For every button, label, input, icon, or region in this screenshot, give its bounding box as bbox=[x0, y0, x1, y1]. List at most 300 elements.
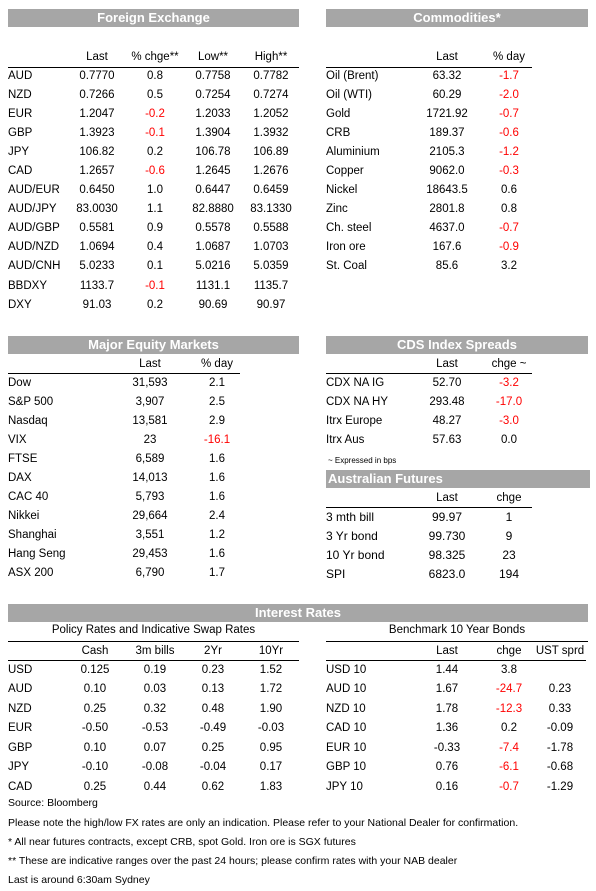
pol-cell: 0.19 bbox=[143, 663, 167, 676]
bond-row bbox=[324, 699, 586, 719]
fx-header-rule bbox=[8, 67, 299, 68]
cds-cell: -3.0 bbox=[499, 414, 519, 427]
bonds-subtitle: Benchmark 10 Year Bonds bbox=[388, 624, 526, 636]
fx-column-header: Low** bbox=[197, 50, 229, 63]
fx-cell: 1.2676 bbox=[253, 165, 289, 178]
com-row bbox=[324, 200, 534, 219]
com-row bbox=[324, 142, 534, 161]
eq-column-header: Last bbox=[139, 357, 161, 370]
pol-cell: 0.32 bbox=[143, 702, 167, 715]
cds-row bbox=[324, 411, 534, 430]
fx-cell: 1131.1 bbox=[195, 279, 231, 292]
fx-row-label: JPY bbox=[8, 145, 30, 158]
com-cell: -0.7 bbox=[499, 222, 519, 235]
cds-row bbox=[324, 373, 534, 392]
cds-row bbox=[324, 392, 534, 411]
fx-cell: 106.78 bbox=[195, 145, 231, 158]
com-cell: -0.9 bbox=[499, 241, 519, 254]
com-row-label: Gold bbox=[326, 107, 351, 120]
pol-cell: 0.03 bbox=[143, 683, 167, 696]
cds-column-header: chge ~ bbox=[491, 357, 527, 370]
com-cell: 2801.8 bbox=[429, 203, 465, 216]
fx-row-label: NZD bbox=[8, 88, 32, 101]
fx-cell: 83.1330 bbox=[250, 203, 292, 216]
fx-row bbox=[6, 66, 300, 85]
bond-row bbox=[324, 738, 586, 758]
bond-row bbox=[324, 719, 586, 739]
cds-header: CDS Index Spreads bbox=[326, 336, 588, 354]
com-cell: 18643.5 bbox=[426, 184, 468, 197]
bond-cell: 0.33 bbox=[548, 702, 572, 715]
fx-cell: 0.8 bbox=[147, 69, 163, 82]
fx-cell: 1135.7 bbox=[253, 279, 289, 292]
com-cell: -0.3 bbox=[499, 165, 519, 178]
bond-column-header: chge bbox=[496, 644, 522, 657]
eq-cell: 1.6 bbox=[209, 452, 225, 465]
eq-row-label: FTSE bbox=[8, 452, 38, 465]
fx-cell: 5.0359 bbox=[253, 260, 289, 273]
eq-cell: 3,551 bbox=[135, 529, 165, 542]
pol-cell: 0.10 bbox=[83, 683, 107, 696]
policy-header-rule bbox=[8, 660, 299, 661]
bond-cell bbox=[534, 660, 586, 680]
fx-cell: 1.2052 bbox=[253, 107, 289, 120]
fx-cell: 1.2047 bbox=[79, 107, 115, 120]
pol-cell: -0.10 bbox=[81, 761, 109, 774]
com-row-label: CRB bbox=[326, 126, 351, 139]
bond-row-label: NZD 10 bbox=[326, 702, 366, 715]
pol-column-header: 2Yr bbox=[204, 644, 222, 657]
fx-cell: 1.0694 bbox=[79, 241, 115, 254]
fx-cell: -0.1 bbox=[145, 126, 165, 139]
fut-cell: 9 bbox=[505, 528, 513, 543]
fx-cell: 0.7274 bbox=[253, 88, 289, 101]
cds-row-label: CDX NA HY bbox=[326, 395, 388, 408]
fut-cell: 98.325 bbox=[428, 547, 466, 562]
cds-cell: 57.63 bbox=[432, 433, 462, 446]
cds-cell: 0.0 bbox=[501, 433, 517, 446]
bond-row bbox=[324, 680, 586, 700]
equity-header: Major Equity Markets bbox=[8, 336, 299, 354]
pol-cell: 1.90 bbox=[259, 702, 283, 715]
com-row bbox=[324, 66, 534, 85]
com-column-header: % day bbox=[493, 50, 525, 63]
pol-cell: -0.50 bbox=[81, 722, 109, 735]
cds-row bbox=[324, 430, 534, 449]
com-row-label: Aluminium bbox=[326, 145, 380, 158]
eq-cell: 1.6 bbox=[209, 548, 225, 561]
eq-row bbox=[6, 392, 242, 411]
fx-cell: -0.1 bbox=[145, 279, 165, 292]
cds-cell: -3.2 bbox=[499, 376, 519, 389]
pol-row bbox=[6, 777, 300, 797]
eq-row-label: Dow bbox=[8, 376, 32, 389]
bond-cell: -0.09 bbox=[546, 722, 574, 735]
bond-row-label: USD 10 bbox=[326, 663, 367, 676]
bond-column-header bbox=[324, 641, 410, 660]
fut-row-label: 10 Yr bond bbox=[326, 547, 385, 562]
fx-cell: 0.9 bbox=[147, 222, 163, 235]
eq-cell: 31,593 bbox=[132, 376, 168, 389]
fut-row-label: 3 mth bill bbox=[326, 509, 375, 524]
fx-cell: 5.0216 bbox=[195, 260, 231, 273]
fut-column-header: Last bbox=[436, 491, 458, 504]
commodities-table bbox=[324, 47, 534, 276]
bond-cell: 1.78 bbox=[435, 702, 459, 715]
bond-cell: 1.44 bbox=[435, 663, 459, 676]
cds-column-header bbox=[324, 354, 410, 373]
fx-cell: 82.8880 bbox=[192, 203, 234, 216]
bond-cell: -0.33 bbox=[433, 741, 461, 754]
bond-column-header: Last bbox=[436, 644, 458, 657]
equity-header-rule bbox=[8, 373, 240, 374]
com-column-header: Last bbox=[436, 50, 458, 63]
pol-row bbox=[6, 699, 300, 719]
fx-row-label: AUD bbox=[8, 69, 33, 82]
eq-row-label: Nasdaq bbox=[8, 414, 48, 427]
pol-column-header: 3m bills bbox=[135, 644, 175, 657]
pol-row bbox=[6, 660, 300, 680]
fx-row bbox=[6, 219, 300, 238]
fx-cell: 0.7770 bbox=[79, 69, 115, 82]
bond-row-label: AUD 10 bbox=[326, 683, 367, 696]
fx-cell: 83.0030 bbox=[76, 203, 118, 216]
cds-row-label: Itrx Europe bbox=[326, 414, 383, 427]
com-row bbox=[324, 219, 534, 238]
eq-row-label: VIX bbox=[8, 433, 27, 446]
pol-row-label: JPY bbox=[8, 761, 30, 774]
eq-row bbox=[6, 545, 242, 564]
fx-cell: 0.7758 bbox=[195, 69, 231, 82]
bonds-header-rule bbox=[326, 660, 586, 661]
fx-row-label: AUD/CNH bbox=[8, 260, 61, 273]
com-cell: 2105.3 bbox=[429, 145, 465, 158]
fx-row-label: GBP bbox=[8, 126, 33, 139]
eq-row-label: Nikkei bbox=[8, 510, 40, 523]
eq-cell: 29,453 bbox=[132, 548, 168, 561]
com-row-label: Zinc bbox=[326, 203, 348, 216]
equity-table bbox=[6, 354, 242, 583]
eq-cell: 3,907 bbox=[135, 395, 165, 408]
pol-row bbox=[6, 680, 300, 700]
pol-row bbox=[6, 758, 300, 778]
cds-footnote: ~ Expressed in bps bbox=[328, 456, 397, 465]
com-row bbox=[324, 181, 534, 200]
commodities-header-rule bbox=[326, 67, 532, 68]
fx-cell: 90.69 bbox=[198, 298, 228, 311]
fx-row bbox=[6, 295, 300, 314]
fx-cell: 0.6450 bbox=[79, 184, 115, 197]
cds-row-label: CDX NA IG bbox=[326, 376, 385, 389]
eq-cell: 29,664 bbox=[132, 510, 168, 523]
bond-cell: -1.78 bbox=[546, 741, 574, 754]
eq-cell: -16.1 bbox=[203, 433, 231, 446]
note-fx-disclaimer: Please note the high/low FX rates are only an indication. Please refer to your National Dealer for confirmation. bbox=[8, 817, 519, 829]
fx-row bbox=[6, 181, 300, 200]
com-row bbox=[324, 161, 534, 180]
eq-row-label: Hang Seng bbox=[8, 548, 66, 561]
fx-row bbox=[6, 238, 300, 257]
futures-header: Australian Futures bbox=[326, 470, 590, 488]
pol-cell: 1.83 bbox=[259, 780, 283, 793]
pol-cell: 0.48 bbox=[201, 702, 225, 715]
com-cell: 0.8 bbox=[501, 203, 517, 216]
cds-table bbox=[324, 354, 534, 449]
eq-row bbox=[6, 411, 242, 430]
fx-cell: 106.82 bbox=[79, 145, 115, 158]
com-cell: 4637.0 bbox=[429, 222, 465, 235]
com-cell: -1.2 bbox=[499, 145, 519, 158]
eq-cell: 6,790 bbox=[135, 567, 165, 580]
fx-header-row bbox=[6, 47, 300, 66]
fut-row bbox=[324, 526, 534, 545]
eq-column-header bbox=[6, 354, 108, 373]
bonds-table bbox=[324, 641, 586, 797]
eq-cell: 23 bbox=[143, 433, 157, 446]
pol-row-label: NZD bbox=[8, 702, 32, 715]
fut-cell: 194 bbox=[498, 566, 520, 581]
fx-header: Foreign Exchange bbox=[8, 9, 299, 27]
fx-row bbox=[6, 104, 300, 123]
fx-column-header: High** bbox=[254, 50, 288, 63]
fx-row bbox=[6, 142, 300, 161]
eq-row-label: DAX bbox=[8, 472, 32, 485]
bond-cell: -0.68 bbox=[546, 761, 574, 774]
pol-cell: 0.44 bbox=[143, 780, 167, 793]
fx-cell: 0.1 bbox=[147, 260, 163, 273]
eq-cell: 1.2 bbox=[209, 529, 225, 542]
fx-cell: 106.89 bbox=[253, 145, 289, 158]
pol-header-row bbox=[6, 641, 300, 660]
policy-rates-table bbox=[6, 641, 300, 797]
pol-cell: 0.95 bbox=[259, 741, 283, 754]
com-cell: 85.6 bbox=[435, 260, 459, 273]
com-cell: 1721.92 bbox=[426, 107, 468, 120]
cds-row-label: Itrx Aus bbox=[326, 433, 365, 446]
fx-row-label: AUD/JPY bbox=[8, 203, 57, 216]
pol-cell: 0.25 bbox=[83, 780, 107, 793]
com-row-label: Ch. steel bbox=[326, 222, 372, 235]
fut-cell: 1 bbox=[505, 509, 513, 524]
fx-cell: 0.5 bbox=[147, 88, 163, 101]
fx-row bbox=[6, 123, 300, 142]
com-row-label: Oil (WTI) bbox=[326, 88, 372, 101]
cds-header-rule bbox=[326, 373, 532, 374]
fut-cell: 99.730 bbox=[428, 528, 466, 543]
fx-row bbox=[6, 161, 300, 180]
bond-cell: 3.8 bbox=[501, 663, 517, 676]
bond-cell: 1.36 bbox=[435, 722, 459, 735]
futures-header-rule bbox=[326, 507, 532, 508]
fx-cell: 0.5581 bbox=[79, 222, 115, 235]
fx-cell: 0.6447 bbox=[195, 184, 231, 197]
eq-row bbox=[6, 526, 242, 545]
eq-cell: 2.9 bbox=[209, 414, 225, 427]
bond-cell: 0.2 bbox=[501, 722, 517, 735]
com-cell: 60.29 bbox=[432, 88, 462, 101]
fx-cell: 1133.7 bbox=[79, 279, 115, 292]
eq-row bbox=[6, 430, 242, 449]
fx-row-label: DXY bbox=[8, 298, 32, 311]
eq-row-label: ASX 200 bbox=[8, 567, 54, 580]
com-cell: -0.6 bbox=[499, 126, 519, 139]
note-time: Last is around 6:30am Sydney bbox=[8, 874, 150, 886]
fx-row bbox=[6, 257, 300, 276]
pol-cell: 0.25 bbox=[83, 702, 107, 715]
fut-row bbox=[324, 545, 534, 564]
eq-cell: 2.4 bbox=[209, 510, 225, 523]
com-cell: -0.7 bbox=[499, 107, 519, 120]
bond-cell: -24.7 bbox=[495, 683, 523, 696]
pol-row-label: AUD bbox=[8, 683, 33, 696]
com-cell: 9062.0 bbox=[429, 165, 465, 178]
fx-column-header: Last bbox=[86, 50, 108, 63]
fx-cell: 91.03 bbox=[82, 298, 112, 311]
fx-cell: 0.5588 bbox=[253, 222, 289, 235]
pol-cell: 0.07 bbox=[143, 741, 167, 754]
fut-column-header bbox=[324, 488, 410, 507]
fx-row-label: CAD bbox=[8, 165, 33, 178]
cds-cell: 48.27 bbox=[432, 414, 462, 427]
fx-row bbox=[6, 85, 300, 104]
eq-cell: 1.6 bbox=[209, 491, 225, 504]
bond-cell: -6.1 bbox=[499, 761, 519, 774]
fx-cell: -0.6 bbox=[145, 165, 165, 178]
eq-row bbox=[6, 564, 242, 583]
pol-cell: -0.03 bbox=[257, 722, 285, 735]
note-ranges: ** These are indicative ranges over the past 24 hours; please confirm rates with your NAB dealer bbox=[8, 855, 458, 867]
fx-cell: 1.3923 bbox=[79, 126, 115, 139]
fx-cell: 0.2 bbox=[147, 298, 163, 311]
fx-cell: 90.97 bbox=[256, 298, 286, 311]
com-row-label: Nickel bbox=[326, 184, 358, 197]
fut-row bbox=[324, 507, 534, 526]
bond-cell: 1.67 bbox=[435, 683, 459, 696]
com-column-header bbox=[324, 47, 410, 66]
bond-row bbox=[324, 758, 586, 778]
fx-cell: 1.1 bbox=[147, 203, 163, 216]
fx-row-label: AUD/NZD bbox=[8, 241, 60, 254]
eq-row bbox=[6, 468, 242, 487]
pol-cell: 0.125 bbox=[80, 663, 110, 676]
note-futures: * All near futures contracts, except CRB, spot Gold. Iron ore is SGX futures bbox=[8, 836, 356, 848]
fx-row bbox=[6, 200, 300, 219]
bond-row-label: GBP 10 bbox=[326, 761, 367, 774]
pol-cell: 0.23 bbox=[201, 663, 225, 676]
pol-cell: 0.25 bbox=[201, 741, 225, 754]
bond-row bbox=[324, 660, 586, 680]
bond-cell: -12.3 bbox=[495, 702, 523, 715]
fut-header-row bbox=[324, 488, 534, 507]
com-row-label: Copper bbox=[326, 165, 364, 178]
com-row-label: St. Coal bbox=[326, 260, 367, 273]
cds-cell: -17.0 bbox=[495, 395, 523, 408]
pol-row bbox=[6, 719, 300, 739]
eq-header-row bbox=[6, 354, 242, 373]
fx-cell: 1.2033 bbox=[195, 107, 231, 120]
pol-row-label: USD bbox=[8, 663, 33, 676]
pol-cell: 0.10 bbox=[83, 741, 107, 754]
bond-cell: 0.23 bbox=[548, 683, 572, 696]
pol-column-header: 10Yr bbox=[258, 644, 284, 657]
fx-cell: 1.0687 bbox=[195, 241, 231, 254]
eq-column-header: % day bbox=[201, 357, 233, 370]
cds-column-header: Last bbox=[436, 357, 458, 370]
pol-row bbox=[6, 738, 300, 758]
futures-table bbox=[324, 488, 534, 583]
pol-cell: 0.62 bbox=[201, 780, 225, 793]
bond-cell: -7.4 bbox=[499, 741, 519, 754]
fx-row-label: BBDXY bbox=[8, 279, 47, 292]
fut-cell: 6823.0 bbox=[428, 566, 466, 581]
eq-cell: 1.6 bbox=[209, 472, 225, 485]
fx-cell: 1.3932 bbox=[253, 126, 289, 139]
bond-row-label: CAD 10 bbox=[326, 722, 367, 735]
eq-row-label: S&P 500 bbox=[8, 395, 54, 408]
eq-cell: 5,793 bbox=[135, 491, 165, 504]
fx-cell: 1.2645 bbox=[195, 165, 231, 178]
fx-cell: 0.5578 bbox=[195, 222, 231, 235]
pol-cell: 0.13 bbox=[201, 683, 225, 696]
com-cell: 167.6 bbox=[432, 241, 462, 254]
fx-cell: 0.4 bbox=[147, 241, 163, 254]
eq-row bbox=[6, 373, 242, 392]
fut-cell: 99.97 bbox=[431, 509, 463, 524]
com-row bbox=[324, 123, 534, 142]
fx-row bbox=[6, 276, 300, 295]
fx-cell: 1.3904 bbox=[195, 126, 231, 139]
com-cell: -2.0 bbox=[499, 88, 519, 101]
pol-cell: -0.53 bbox=[141, 722, 169, 735]
fx-cell: 5.0233 bbox=[79, 260, 115, 273]
rates-header: Interest Rates bbox=[8, 604, 588, 622]
eq-cell: 2.1 bbox=[209, 376, 225, 389]
bond-cell: -1.29 bbox=[546, 780, 574, 793]
eq-row bbox=[6, 449, 242, 468]
com-row-label: Iron ore bbox=[326, 241, 366, 254]
eq-row-label: Shanghai bbox=[8, 529, 57, 542]
fut-cell: 23 bbox=[502, 547, 516, 562]
fx-row-label: AUD/GBP bbox=[8, 222, 60, 235]
cds-header-row bbox=[324, 354, 534, 373]
com-row bbox=[324, 85, 534, 104]
bond-column-header: UST sprd bbox=[535, 644, 585, 657]
eq-row-label: CAC 40 bbox=[8, 491, 49, 504]
fx-column-header bbox=[6, 47, 68, 66]
com-row bbox=[324, 104, 534, 123]
com-cell: 3.2 bbox=[501, 260, 517, 273]
fx-table bbox=[6, 47, 300, 314]
bond-cell: -0.7 bbox=[499, 780, 519, 793]
bond-cell: 0.76 bbox=[435, 761, 459, 774]
eq-row bbox=[6, 488, 242, 507]
fx-cell: 0.7782 bbox=[253, 69, 289, 82]
com-cell: -1.7 bbox=[499, 69, 519, 82]
eq-cell: 6,589 bbox=[135, 452, 165, 465]
eq-cell: 13,581 bbox=[132, 414, 168, 427]
pol-cell: -0.04 bbox=[199, 761, 227, 774]
com-cell: 189.37 bbox=[429, 126, 465, 139]
eq-cell: 14,013 bbox=[132, 472, 168, 485]
com-header-row bbox=[324, 47, 534, 66]
fx-row-label: EUR bbox=[8, 107, 33, 120]
commodities-header: Commodities* bbox=[326, 9, 588, 27]
pol-cell: 1.52 bbox=[259, 663, 283, 676]
fx-cell: 1.0 bbox=[147, 184, 163, 197]
com-row-label: Oil (Brent) bbox=[326, 69, 379, 82]
fx-cell: -0.2 bbox=[145, 107, 165, 120]
com-cell: 63.32 bbox=[432, 69, 462, 82]
